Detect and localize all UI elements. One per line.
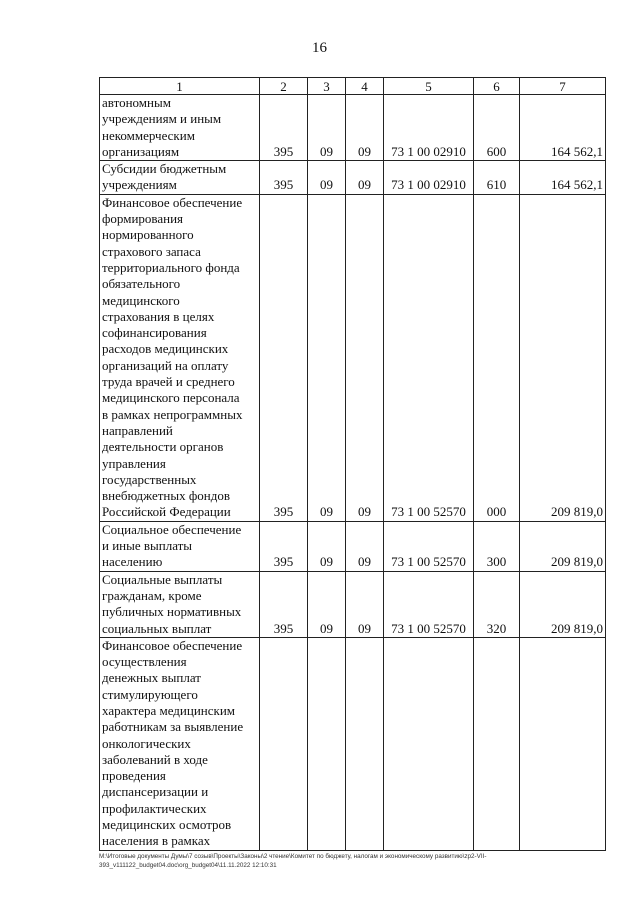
- cell-description: [100, 637, 260, 850]
- description-line: профилактических: [102, 800, 207, 816]
- cell-amount: 209 819,0: [520, 194, 606, 521]
- description-line: управления: [102, 455, 166, 471]
- description-line: Социальное обеспечение: [102, 521, 242, 537]
- description-line: организациям: [102, 143, 180, 159]
- description-line: Социальные выплаты: [102, 571, 223, 587]
- footer-path-line-2: 393_v111122_budget04.doc\org_budget04\11.11.2022 12:10:31: [99, 862, 277, 869]
- description-line: некоммерческим: [102, 127, 195, 143]
- description-line: государственных: [102, 471, 197, 487]
- cell-target-article: [384, 637, 474, 850]
- description-line: страхования в целях: [102, 308, 215, 324]
- description-line: Субсидии бюджетным: [102, 161, 227, 177]
- description-line: публичных нормативных: [102, 604, 242, 620]
- footer-path-line-1: M:\Итоговые документы Думы\7 созыв\Проекты\Законы\2 чтение\Комитет по бюджету, налогам и экономическому развитию\zp2-VII-: [99, 853, 487, 860]
- description-line: формирования: [102, 211, 184, 227]
- cell-expense-type: 610: [474, 161, 520, 195]
- cell-description: [100, 521, 260, 571]
- description-line: осуществления: [102, 654, 187, 670]
- column-header: 5: [384, 78, 474, 95]
- cell-amount: [520, 637, 606, 850]
- description-line: автономным: [102, 95, 171, 110]
- table-row: [100, 95, 606, 161]
- cell-description: [100, 194, 260, 521]
- description-line: стимулирующего: [102, 686, 198, 702]
- page-number: 16: [312, 40, 327, 56]
- cell-section: 09: [308, 521, 346, 571]
- cell-code: 395: [260, 95, 308, 161]
- table-body: [100, 95, 606, 851]
- description-line: в рамках непрограммных: [102, 406, 243, 422]
- table-row: [100, 637, 606, 850]
- column-header: 7: [520, 78, 606, 95]
- cell-description: [100, 95, 260, 161]
- description-line: внебюджетных фондов: [102, 488, 230, 504]
- description-line: софинансирования: [102, 325, 207, 341]
- description-line: организаций на оплату: [102, 357, 229, 373]
- table-row: [100, 194, 606, 521]
- table-header-row: [100, 78, 606, 95]
- description-line: медицинского: [102, 292, 180, 308]
- description-line: учреждениям: [102, 177, 177, 193]
- column-header: 4: [346, 78, 384, 95]
- description-line: работникам за выявление: [102, 719, 244, 735]
- description-line: обязательного: [102, 276, 181, 292]
- cell-target-article: 73 1 00 52570: [384, 194, 474, 521]
- description-line: территориального фонда: [102, 259, 240, 275]
- cell-target-article: 73 1 00 02910: [384, 161, 474, 195]
- cell-expense-type: [474, 637, 520, 850]
- cell-amount: 209 819,0: [520, 521, 606, 571]
- description-line: нормированного: [102, 227, 194, 243]
- description-line: онкологических: [102, 735, 191, 751]
- document-footer: [99, 852, 609, 870]
- description-line: направлений: [102, 422, 173, 438]
- cell-code: 395: [260, 571, 308, 637]
- description-line: труда врачей и среднего: [102, 374, 235, 390]
- description-line: расходов медицинских: [102, 341, 229, 357]
- column-header: 6: [474, 78, 520, 95]
- cell-code: 395: [260, 161, 308, 195]
- description-line: страхового запаса: [102, 243, 201, 259]
- description-line: и иные выплаты: [102, 538, 193, 554]
- description-line: населению: [102, 554, 163, 570]
- column-header: 3: [308, 78, 346, 95]
- cell-subsection: 09: [346, 95, 384, 161]
- description-line: деятельности органов: [102, 439, 224, 455]
- column-header: 1: [100, 78, 260, 95]
- cell-subsection: [346, 637, 384, 850]
- cell-target-article: 73 1 00 02910: [384, 95, 474, 161]
- description-line: характера медицинским: [102, 702, 236, 718]
- cell-subsection: 09: [346, 521, 384, 571]
- description-line: медицинских осмотров: [102, 817, 232, 833]
- cell-target-article: 73 1 00 52570: [384, 521, 474, 571]
- cell-description: [100, 161, 260, 195]
- cell-section: [308, 637, 346, 850]
- cell-code: 395: [260, 194, 308, 521]
- cell-section: 09: [308, 161, 346, 195]
- cell-code: [260, 637, 308, 850]
- cell-expense-type: 600: [474, 95, 520, 161]
- description-line: денежных выплат: [102, 670, 201, 686]
- cell-expense-type: 000: [474, 194, 520, 521]
- budget-table: [99, 77, 606, 851]
- cell-subsection: 09: [346, 194, 384, 521]
- description-line: социальных выплат: [102, 620, 212, 636]
- description-line: гражданам, кроме: [102, 587, 202, 603]
- cell-expense-type: 300: [474, 521, 520, 571]
- description-line: Российской Федерации: [102, 504, 231, 520]
- cell-section: 09: [308, 95, 346, 161]
- cell-subsection: 09: [346, 161, 384, 195]
- cell-amount: 209 819,0: [520, 571, 606, 637]
- cell-section: 09: [308, 194, 346, 521]
- table-row: [100, 521, 606, 571]
- column-header: 2: [260, 78, 308, 95]
- description-line: Финансовое обеспечение: [102, 637, 243, 653]
- cell-expense-type: 320: [474, 571, 520, 637]
- cell-description: [100, 571, 260, 637]
- table-row: [100, 571, 606, 637]
- table-row: [100, 161, 606, 195]
- description-line: заболеваний в ходе: [102, 751, 208, 767]
- cell-amount: 164 562,1: [520, 95, 606, 161]
- cell-section: 09: [308, 571, 346, 637]
- description-line: медицинского персонала: [102, 390, 240, 406]
- description-line: диспансеризации и: [102, 784, 209, 800]
- description-line: учреждениям и иным: [102, 111, 222, 127]
- cell-code: 395: [260, 521, 308, 571]
- description-line: проведения: [102, 768, 166, 784]
- cell-target-article: 73 1 00 52570: [384, 571, 474, 637]
- description-line: населения в рамках: [102, 833, 211, 849]
- cell-amount: 164 562,1: [520, 161, 606, 195]
- description-line: Финансовое обеспечение: [102, 194, 243, 210]
- cell-subsection: 09: [346, 571, 384, 637]
